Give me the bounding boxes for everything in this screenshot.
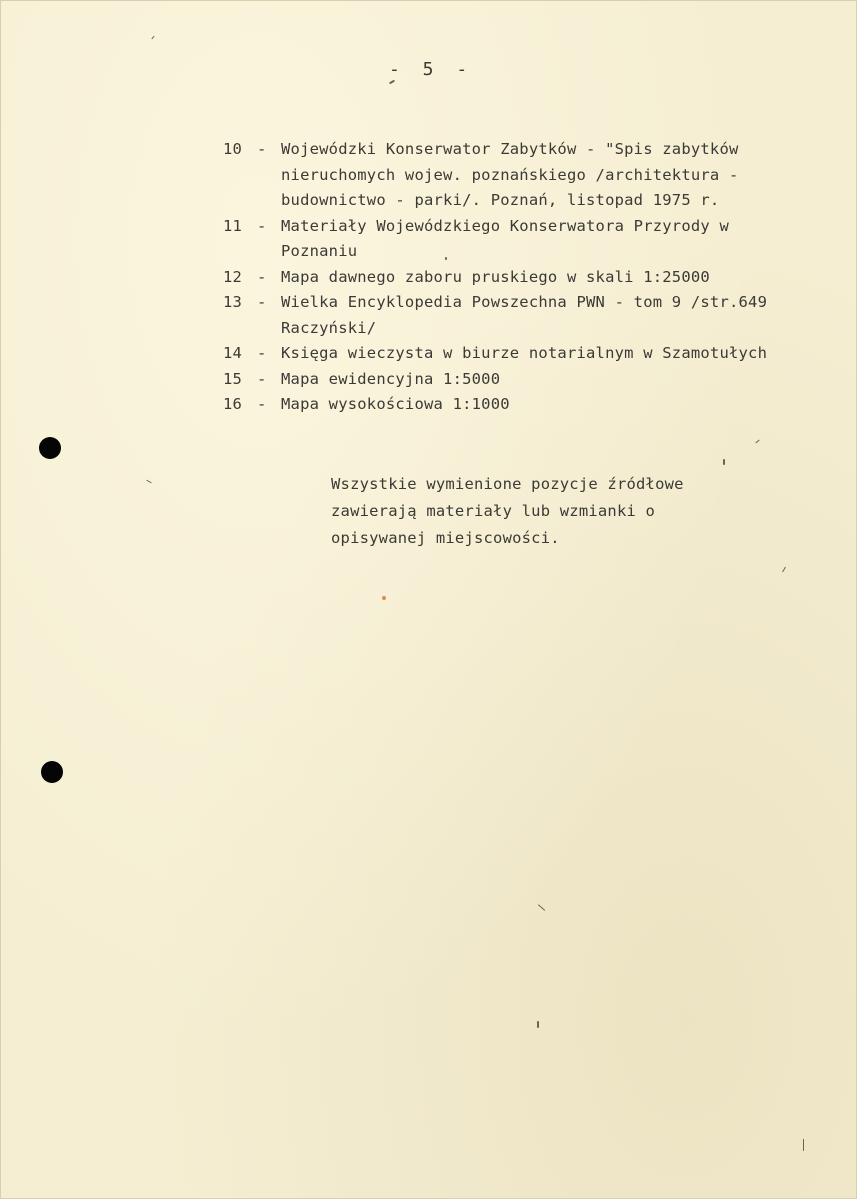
source-line: Mapa wysokościowa 1:1000	[281, 395, 510, 413]
source-entry-16	[223, 392, 833, 418]
source-number: 14	[223, 344, 243, 362]
source-text	[281, 137, 833, 214]
source-number: 13	[223, 293, 243, 311]
paper-speck	[803, 1139, 804, 1151]
source-entry-12	[223, 265, 833, 291]
source-line: Księga wieczysta w biurze notarialnym w Szamotułych	[281, 344, 768, 362]
source-dash: -	[257, 140, 267, 158]
paper-speck	[389, 80, 395, 85]
source-dash: -	[257, 369, 267, 388]
source-dash: -	[257, 216, 267, 235]
source-line: Poznaniu	[281, 242, 358, 260]
paper-speck	[151, 36, 154, 40]
source-dash: -	[257, 293, 267, 311]
paper-speck	[537, 1021, 539, 1028]
source-text	[281, 214, 833, 265]
source-number: 11	[223, 216, 243, 235]
paper-speck	[782, 567, 786, 573]
punch-hole-top	[39, 437, 61, 459]
source-entry-14	[223, 341, 833, 367]
source-dash: -	[257, 344, 267, 362]
source-line: Wojewódzki Konserwator Zabytków - "Spis zabytków	[281, 140, 739, 158]
source-line: Wielka Encyklopedia Powszechna PWN - tom 9 /str.649	[281, 293, 768, 311]
source-entry-13	[223, 290, 833, 341]
source-dash: -	[257, 267, 267, 286]
source-list	[223, 137, 833, 418]
source-text	[281, 341, 833, 367]
source-text	[281, 392, 833, 418]
source-text	[281, 367, 833, 393]
source-entry-10	[223, 137, 833, 214]
source-line: budownictwo - parki/. Poznań, listopad 1975 r.	[281, 191, 720, 209]
source-text	[281, 290, 833, 341]
source-line: Materiały Wojewódzkiego Konserwatora Przyrody w	[281, 216, 729, 235]
punch-hole-bottom	[41, 761, 63, 783]
closing-note	[331, 471, 751, 552]
source-number: 10	[223, 140, 243, 158]
source-number: 16	[223, 395, 243, 413]
source-entry-15	[223, 367, 833, 393]
note-line: Wszystkie wymienione pozycje źródłowe	[331, 475, 684, 493]
note-line: zawierają materiały lub wzmianki o	[331, 502, 656, 520]
source-text	[281, 265, 833, 291]
page-number: - 5 -	[389, 59, 474, 80]
source-line: Mapa dawnego zaboru pruskiego w skali 1:25000	[281, 267, 710, 286]
paper-speck	[146, 480, 152, 484]
paper-speck	[382, 596, 386, 600]
paper-speck	[755, 440, 759, 444]
source-line: Raczyński/	[281, 318, 377, 337]
paper-speck	[445, 257, 447, 260]
source-number: 15	[223, 369, 243, 388]
note-line: opisywanej miejscowości.	[331, 529, 560, 547]
source-line: Mapa ewidencyjna 1:5000	[281, 369, 501, 388]
source-dash: -	[257, 395, 267, 413]
paper-speck	[723, 459, 725, 465]
source-number: 12	[223, 267, 243, 286]
source-entry-11	[223, 214, 833, 265]
paper-speck	[538, 904, 546, 911]
source-line: nieruchomych wojew. poznańskiego /architektura -	[281, 165, 739, 184]
